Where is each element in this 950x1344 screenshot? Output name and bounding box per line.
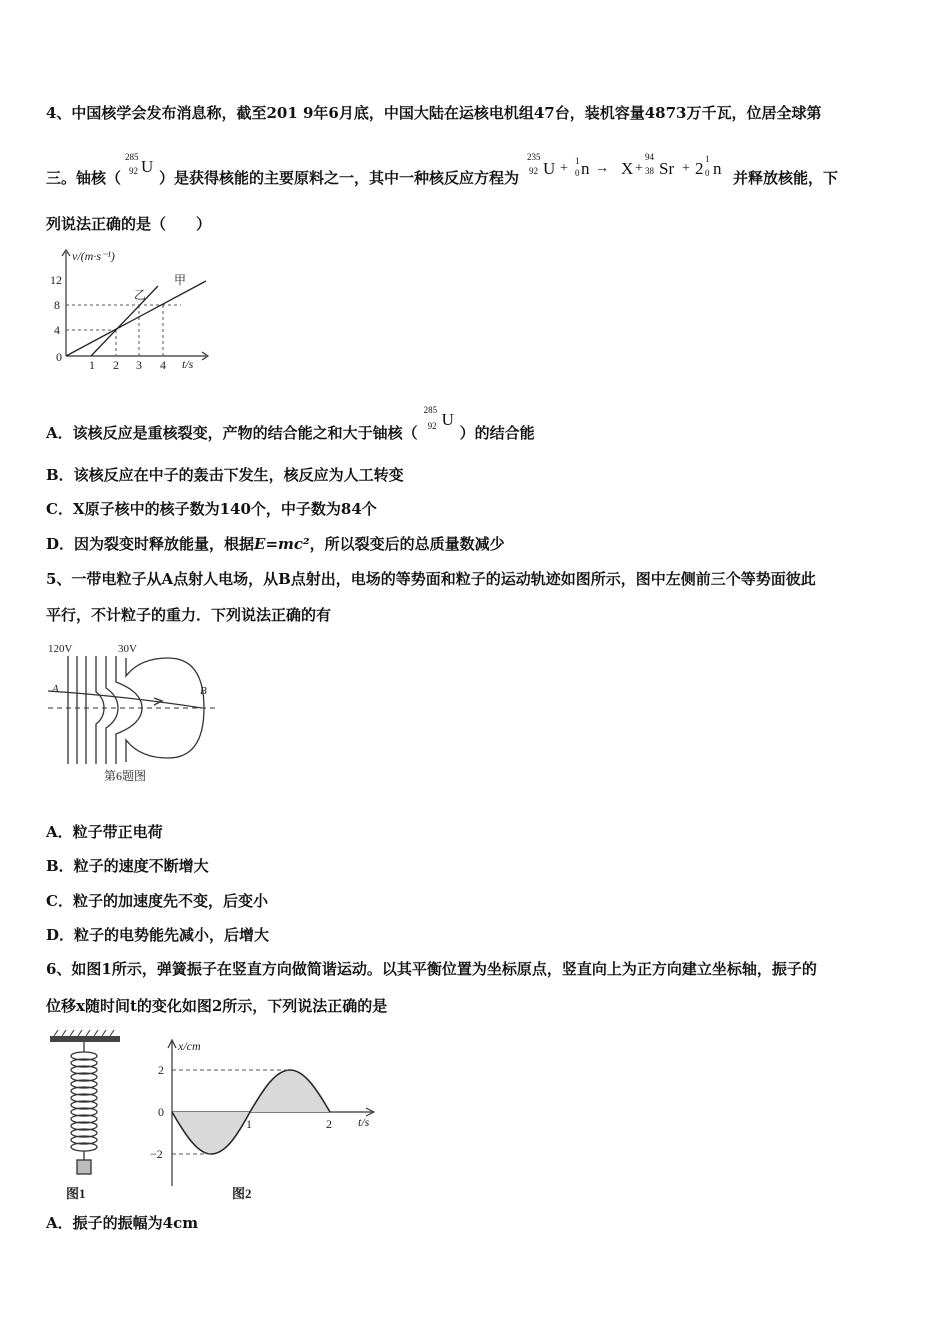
fig1-caption: 图1	[66, 1186, 86, 1201]
xt-xtick-1: 1	[246, 1117, 252, 1131]
point-a: A	[52, 683, 59, 695]
q4-line2-part-c: 并释放核能，下	[733, 169, 839, 187]
uranium-mass: 285	[125, 152, 139, 162]
q5-option-a: A．粒子带正电荷	[46, 823, 163, 841]
graph-origin: 0	[56, 350, 62, 364]
equipotential-line-7	[126, 658, 204, 762]
eq-sr-mass: 94	[645, 152, 655, 162]
equipotential-line-4	[96, 656, 104, 764]
eq-plus-2: +	[635, 161, 643, 176]
displacement-time-graph	[146, 1036, 382, 1204]
figure-caption: 第6题图	[104, 769, 147, 783]
q4-option-b: B．该核反应在中子的轰击下发生，核反应为人工转变	[46, 466, 404, 484]
q6-line-1: 6、如图1所示，弹簧振子在竖直方向做简谐运动。以其平衡位置为坐标原点，竖直向上为正方向建立坐标轴，振子的	[46, 960, 817, 978]
spring-oscillator-figure	[44, 1030, 134, 1205]
xt-y-label: x/cm	[178, 1039, 201, 1053]
q6-line-2: 位移x随时间t的变化如图2所示，下列说法正确的是	[46, 997, 388, 1015]
label-yi: 乙	[134, 288, 147, 302]
xtick-1: 1	[89, 358, 95, 372]
eq-n-mass: 1	[575, 156, 580, 166]
eq-plus-1: +	[560, 161, 568, 176]
eq-u-mass: 235	[527, 152, 541, 162]
q4-option-d-part-2: ，所以裂变后的总质量数减少	[309, 535, 505, 553]
uranium-symbol: U	[141, 157, 154, 176]
q5-option-b: B．粒子的速度不断增大	[46, 857, 209, 875]
q4-option-a-part-1: A．该核反应是重核裂变，产物的结合能之和大于铀核（	[46, 424, 418, 442]
oscillator-mass	[77, 1160, 91, 1174]
eq-u-charge: 92	[529, 166, 539, 176]
mass-energy-formula: E=mc²	[254, 535, 310, 553]
eq-n-symbol: n	[581, 159, 590, 178]
t-axis-label: t/s	[182, 357, 194, 371]
q5-line-1: 5、一带电粒子从A点射人电场，从B点射出，电场的等势面和粒子的运动轨迹如图所示，图中左侧前三个等势面彼此	[46, 570, 816, 588]
q4-line-1: 4、中国核学会发布消息称，截至201 9年6月底，中国大陆在运核电机组47台，装机容量4873万千瓦，位居全球第	[46, 104, 822, 122]
eq-sr-charge: 38	[645, 166, 655, 176]
eq-u-symbol: U	[543, 159, 556, 178]
xt-ytick-neg2: −2	[150, 1147, 163, 1161]
v-axis-label: v/(m·s⁻¹)	[72, 249, 115, 263]
q5-option-c: C．粒子的加速度先不变，后变小	[46, 892, 268, 910]
q4-option-a	[46, 405, 535, 443]
xt-ytick-2: 2	[158, 1063, 164, 1077]
uranium-charge: 92	[129, 166, 139, 176]
xt-x-label: t/s	[358, 1115, 370, 1129]
voltage-right: 30V	[118, 643, 137, 655]
voltage-left: 120V	[48, 643, 73, 655]
q4-line-3: 列说法正确的是（ ）	[46, 215, 212, 233]
eq-n2-symbol: n	[713, 159, 722, 178]
xt-xtick-2: 2	[326, 1117, 332, 1131]
xtick-2: 2	[113, 358, 119, 372]
q6-option-a: A．振子的振幅为4cm	[46, 1214, 199, 1232]
ceiling	[50, 1036, 120, 1042]
ytick-8: 8	[54, 298, 60, 312]
equipotential-figure	[44, 636, 224, 786]
q4-option-d	[46, 534, 505, 554]
q4-option-c: C．X原子核中的核子数为140个，中子数为84个	[46, 500, 377, 518]
q4-line-2	[46, 152, 839, 188]
line-yi	[91, 286, 158, 356]
xtick-3: 3	[136, 358, 142, 372]
q5-option-d: D．粒子的电势能先减小，后增大	[46, 926, 270, 944]
xtick-4: 4	[160, 358, 166, 372]
eq-n2-charge: 0	[705, 168, 710, 178]
q4-option-a-part-2: ）的结合能	[459, 424, 535, 442]
uranium-charge-option: 92	[427, 421, 437, 431]
label-jia: 甲	[174, 273, 187, 287]
eq-x: X	[621, 159, 634, 178]
eq-arrow: →	[595, 161, 610, 176]
fig2-caption: 图2	[232, 1186, 252, 1201]
q4-line2-part-b: ）是获得核能的主要原料之一，其中一种核反应方程为	[159, 169, 520, 187]
q4-option-d-part-1: D．因为裂变时释放能量，根据	[46, 535, 255, 553]
eq-coef: 2	[695, 159, 704, 178]
eq-n-charge: 0	[575, 168, 580, 178]
uranium-nuclide-option	[418, 405, 460, 438]
spring-coils	[71, 1052, 97, 1151]
eq-plus-3: +	[682, 161, 690, 176]
point-b: B	[200, 685, 207, 697]
uranium-symbol-option: U	[441, 410, 454, 429]
q4-line2-part-a: 三。铀核（	[46, 169, 122, 187]
q5-line-2: 平行，不计粒子的重力．下列说法正确的有	[46, 606, 332, 624]
positive-lobe-shade	[250, 1070, 330, 1112]
particle-trajectory	[48, 691, 202, 708]
eq-n2-mass: 1	[705, 154, 710, 164]
ytick-4: 4	[54, 323, 60, 337]
uranium-nuclide	[121, 152, 159, 183]
velocity-time-graph	[46, 246, 216, 376]
ytick-12: 12	[50, 273, 62, 287]
ceiling-hatch	[54, 1030, 114, 1036]
eq-sr-symbol: Sr	[659, 159, 675, 178]
reaction-equation	[527, 152, 733, 183]
uranium-mass-option: 285	[423, 405, 438, 415]
xt-origin: 0	[158, 1105, 164, 1119]
